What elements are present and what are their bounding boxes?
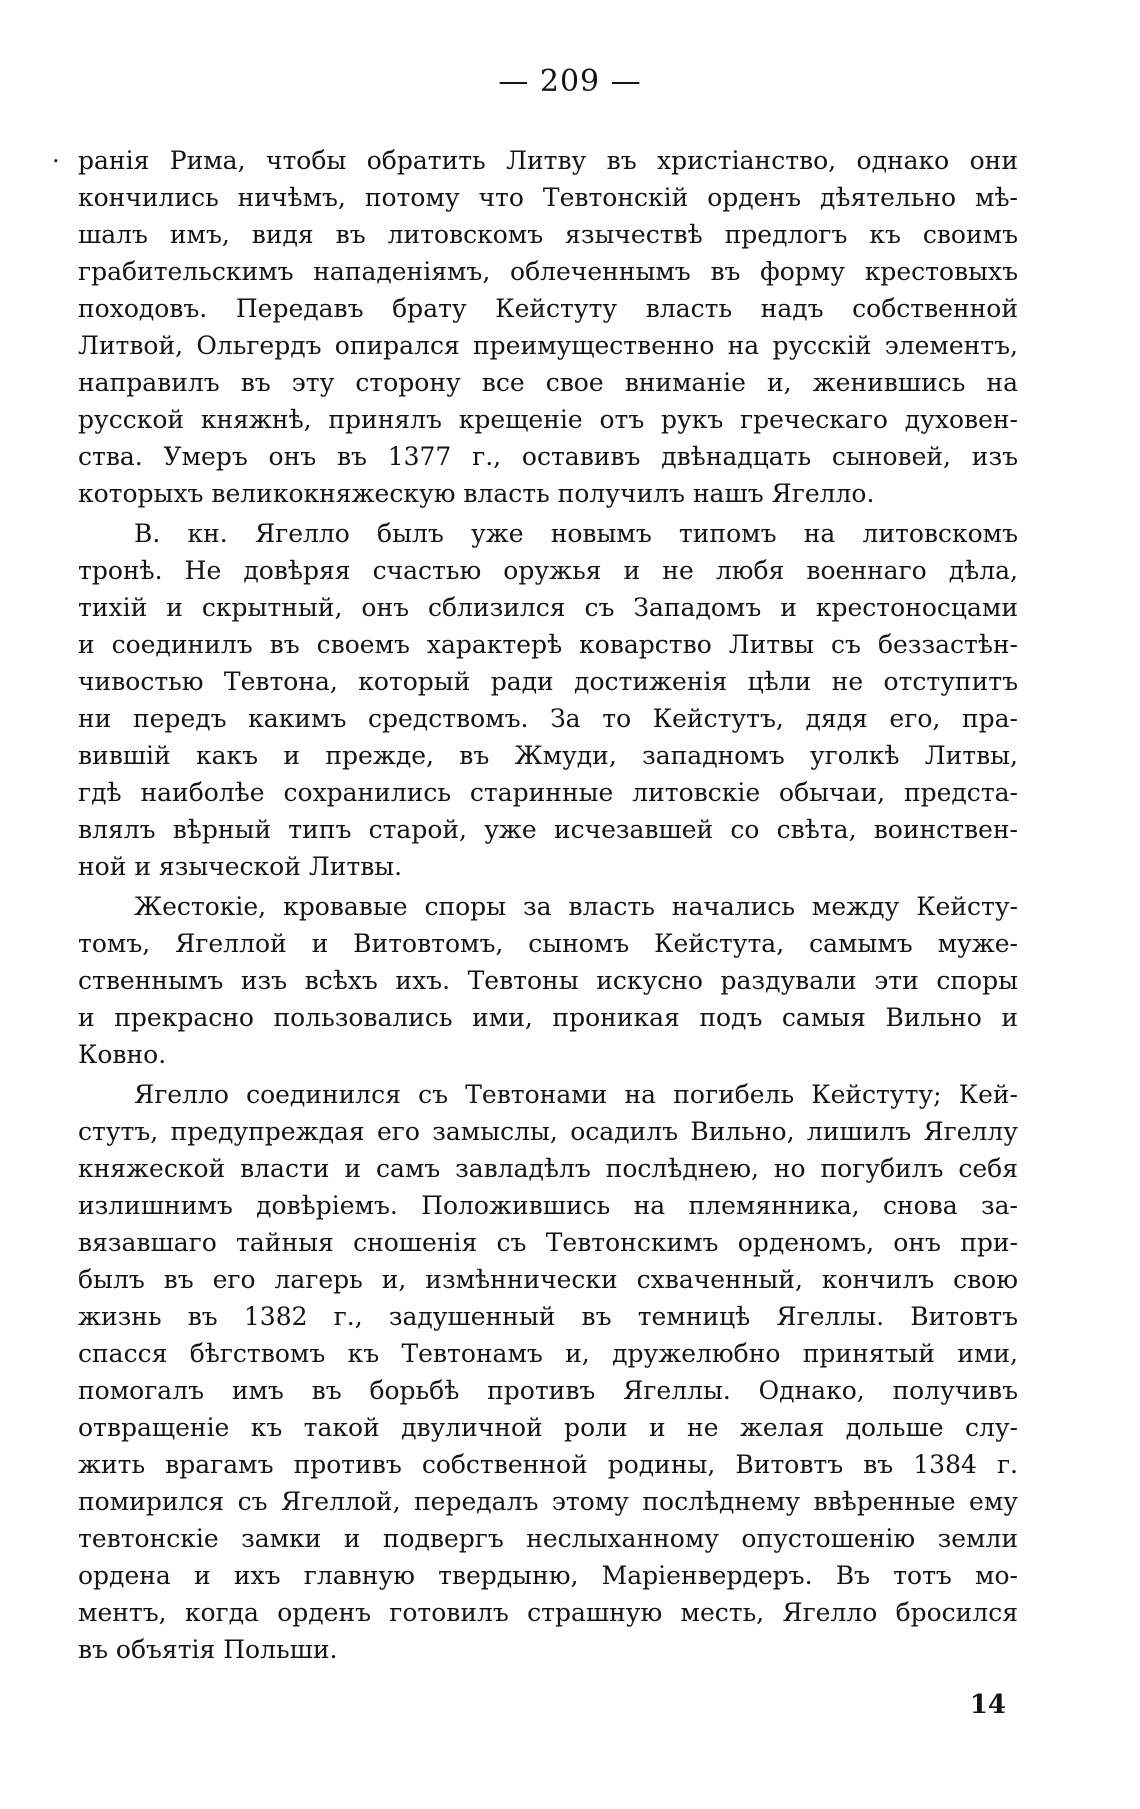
signature-mark: 14 [969,1690,1006,1720]
text-line: жить врагамъ противъ собственной родины, Витовтъ въ 1384 г. [78,1450,1018,1479]
body-text [78,142,1018,1668]
text-line: помогалъ имъ въ борьбѣ противъ Ягеллы. Однако, получивъ [78,1376,1018,1405]
text-line: излишнимъ довѣріемъ. Положившись на племянника, снова за- [78,1191,1018,1220]
text-line: походовъ. Передавъ брату Кейстуту власть надъ собственной [78,294,1018,323]
text-line: томъ, Ягеллой и Витовтомъ, сыномъ Кейстута, самымъ муже- [78,929,1018,958]
text-line: помирился съ Ягеллой, передалъ этому послѣднему ввѣренные ему [78,1487,1018,1516]
text-line: направилъ въ эту сторону все свое вниманіе и, женившись на [78,368,1018,397]
paragraph-1 [78,142,1018,512]
paragraph-2 [78,515,1018,885]
text-line: ни передъ какимъ средствомъ. За то Кейстутъ, дядя его, пра- [78,704,1018,733]
text-line: Литвой, Ольгердъ опирался преимущественно на русскій элементъ, [78,331,1018,360]
text-line: русской княжнѣ, принялъ крещеніе отъ рукъ греческаго духовен- [78,405,1018,434]
text-line: ментъ, когда орденъ готовилъ страшную месть, Ягелло бросился [78,1598,1018,1627]
text-line: Жестокіе, кровавые споры за власть начались между Кейсту- [134,892,1018,921]
text-line: которыхъ великокняжескую власть получилъ нашъ Ягелло. [78,479,875,508]
text-line: жизнь въ 1382 г., задушенный въ темницѣ Ягеллы. Витовтъ [78,1302,1018,1331]
text-line: былъ въ его лагерь и, измѣннически схваченный, кончилъ свою [78,1265,1018,1294]
text-line: ства. Умеръ онъ въ 1377 г., оставивъ двѣнадцать сыновей, изъ [78,442,1018,471]
text-line: тихій и скрытный, онъ сблизился съ Западомъ и крестоносцами [78,593,1018,622]
page-number: — 209 — [498,64,642,99]
text-line: княжеской власти и самъ завладѣлъ послѣднею, но погубилъ себя [78,1154,1018,1183]
text-line: Ковно. [78,1040,167,1069]
text-line: ственнымъ изъ всѣхъ ихъ. Тевтоны искусно раздували эти споры [78,966,1018,995]
text-line: шалъ имъ, видя въ литовскомъ язычествѣ предлогъ къ своимъ [78,220,1018,249]
text-line: кончились ничѣмъ, потому что Тевтонскій орденъ дѣятельно мѣ- [78,183,1018,212]
text-line: вязавшаго тайныя сношенія съ Тевтонскимъ орденомъ, онъ при- [78,1228,1018,1257]
margin-mark: . [52,140,60,168]
text-line: и прекрасно пользовались ими, проникая подъ самыя Вильно и [78,1003,1018,1032]
text-line: ной и языческой Литвы. [78,852,403,881]
text-line: ранія Рима, чтобы обратить Литву въ христіанство, однако они [78,146,1018,175]
text-line: В. кн. Ягелло былъ уже новымъ типомъ на литовскомъ [134,519,1018,548]
text-line: чивостью Тевтона, который ради достиженія цѣли не отступитъ [78,667,1018,696]
text-line: стутъ, предупреждая его замыслы, осадилъ Вильно, лишилъ Ягеллу [78,1117,1018,1146]
paragraph-3 [78,888,1018,1073]
text-line: грабительскимъ нападеніямъ, облеченнымъ въ форму крестовыхъ [78,257,1018,286]
text-line: влялъ вѣрный типъ старой, уже исчезавшей со свѣта, воинствен- [78,815,1018,844]
paragraph-4 [78,1076,1018,1668]
text-line: въ объятія Польши. [78,1635,338,1664]
text-line: тевтонскіе замки и подвергъ неслыханному опустошенію земли [78,1524,1018,1553]
text-line: тронѣ. Не довѣряя счастью оружья и не любя военнаго дѣла, [78,556,1018,585]
text-line: спасся бѣгствомъ къ Тевтонамъ и, дружелюбно принятый ими, [78,1339,1018,1368]
text-line: вившій какъ и прежде, въ Жмуди, западномъ уголкѣ Литвы, [78,741,1018,770]
text-line: ордена и ихъ главную твердыню, Маріенвердеръ. Въ тотъ мо- [78,1561,1018,1590]
text-line: отвращеніе къ такой двуличной роли и не желая дольше слу- [78,1413,1018,1442]
text-line: Ягелло соединился съ Тевтонами на погибель Кейстуту; Кей- [134,1080,1018,1109]
text-line: гдѣ наиболѣе сохранились старинные литовскіе обычаи, предста- [78,778,1018,807]
text-line: и соединилъ въ своемъ характерѣ коварство Литвы съ беззастѣн- [78,630,1018,659]
